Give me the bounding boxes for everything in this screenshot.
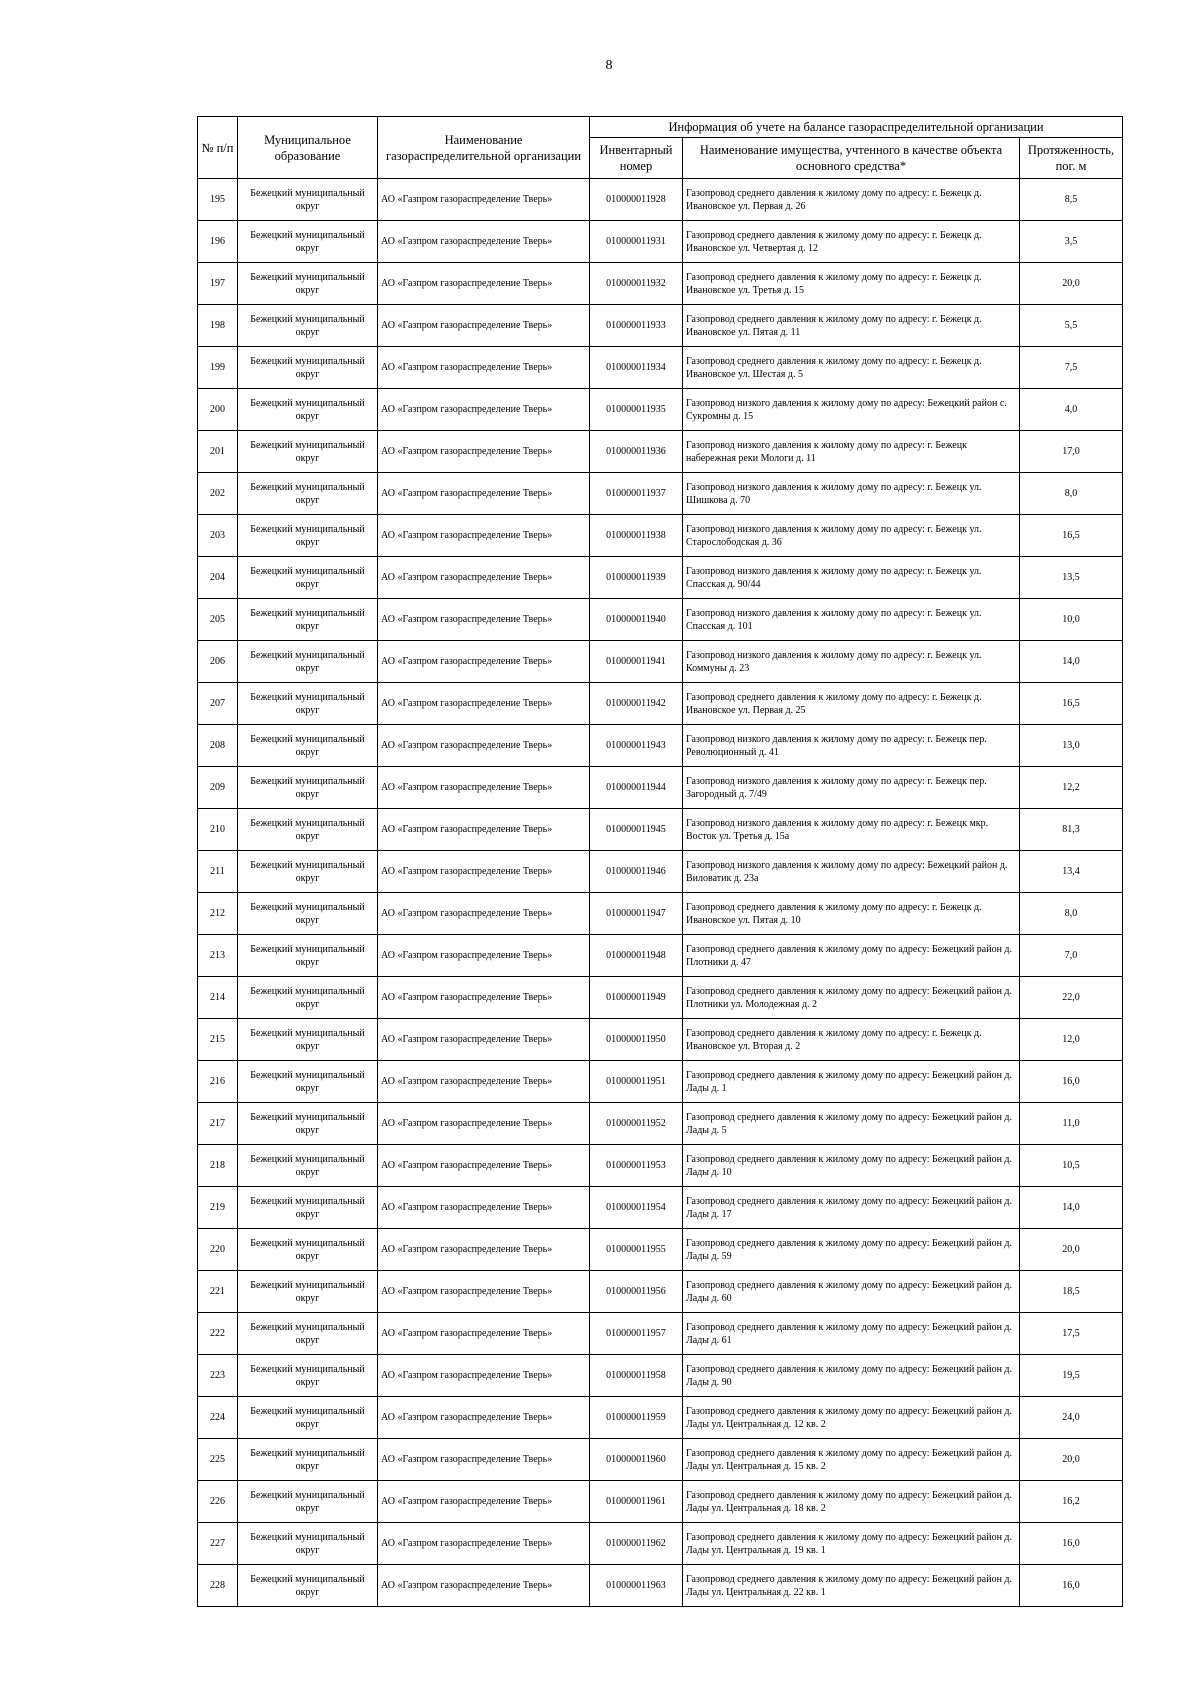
header-inventory: Инвентарный номер (590, 138, 683, 179)
organization-cell: АО «Газпром газораспределение Тверь» (378, 809, 590, 851)
municipality-cell: Бежецкий муниципальный округ (238, 977, 378, 1019)
inventory-number-cell: 010000011961 (590, 1481, 683, 1523)
length-cell: 8,0 (1020, 473, 1123, 515)
length-cell: 17,0 (1020, 431, 1123, 473)
organization-cell: АО «Газпром газораспределение Тверь» (378, 1103, 590, 1145)
asset-name-cell: Газопровод среднего давления к жилому дому по адресу: г. Бежецк д. Ивановское ул. Третья д. 15 (683, 263, 1020, 305)
inventory-number-cell: 010000011954 (590, 1187, 683, 1229)
table-row (198, 893, 1123, 935)
municipality-cell: Бежецкий муниципальный округ (238, 389, 378, 431)
organization-cell: АО «Газпром газораспределение Тверь» (378, 1187, 590, 1229)
organization-cell: АО «Газпром газораспределение Тверь» (378, 473, 590, 515)
table-header (198, 117, 1123, 179)
municipality-cell: Бежецкий муниципальный округ (238, 263, 378, 305)
organization-cell: АО «Газпром газораспределение Тверь» (378, 725, 590, 767)
municipality-cell: Бежецкий муниципальный округ (238, 725, 378, 767)
municipality-cell: Бежецкий муниципальный округ (238, 179, 378, 221)
length-cell: 81,3 (1020, 809, 1123, 851)
organization-cell: АО «Газпром газораспределение Тверь» (378, 935, 590, 977)
length-cell: 12,2 (1020, 767, 1123, 809)
organization-cell: АО «Газпром газораспределение Тверь» (378, 263, 590, 305)
row-number: 201 (198, 431, 238, 473)
organization-cell: АО «Газпром газораспределение Тверь» (378, 1229, 590, 1271)
inventory-number-cell: 010000011943 (590, 725, 683, 767)
length-cell: 4,0 (1020, 389, 1123, 431)
organization-cell: АО «Газпром газораспределение Тверь» (378, 1397, 590, 1439)
organization-cell: АО «Газпром газораспределение Тверь» (378, 1061, 590, 1103)
length-cell: 17,5 (1020, 1313, 1123, 1355)
row-number: 221 (198, 1271, 238, 1313)
asset-name-cell: Газопровод низкого давления к жилому дому по адресу: г. Бежецк ул. Старослободская д. 36 (683, 515, 1020, 557)
table-row (198, 221, 1123, 263)
length-cell: 8,0 (1020, 893, 1123, 935)
inventory-number-cell: 010000011949 (590, 977, 683, 1019)
inventory-number-cell: 010000011934 (590, 347, 683, 389)
inventory-number-cell: 010000011956 (590, 1271, 683, 1313)
asset-name-cell: Газопровод низкого давления к жилому дому по адресу: г. Бежецк мкр. Восток ул. Третья д. 15а (683, 809, 1020, 851)
organization-cell: АО «Газпром газораспределение Тверь» (378, 977, 590, 1019)
header-balance-info: Информация об учете на балансе газораспределительной организации (590, 117, 1123, 138)
inventory-number-cell: 010000011936 (590, 431, 683, 473)
organization-cell: АО «Газпром газораспределение Тверь» (378, 515, 590, 557)
row-number: 222 (198, 1313, 238, 1355)
organization-cell: АО «Газпром газораспределение Тверь» (378, 1355, 590, 1397)
asset-name-cell: Газопровод среднего давления к жилому дому по адресу: Бежецкий район д. Лады ул. Центральная д. 22 кв. 1 (683, 1565, 1020, 1607)
organization-cell: АО «Газпром газораспределение Тверь» (378, 599, 590, 641)
table-body (198, 179, 1123, 1607)
row-number: 224 (198, 1397, 238, 1439)
length-cell: 22,0 (1020, 977, 1123, 1019)
inventory-number-cell: 010000011935 (590, 389, 683, 431)
organization-cell: АО «Газпром газораспределение Тверь» (378, 1271, 590, 1313)
asset-name-cell: Газопровод низкого давления к жилому дому по адресу: г. Бежецк ул. Спасская д. 101 (683, 599, 1020, 641)
inventory-number-cell: 010000011959 (590, 1397, 683, 1439)
municipality-cell: Бежецкий муниципальный округ (238, 1271, 378, 1313)
table-row (198, 263, 1123, 305)
inventory-number-cell: 010000011950 (590, 1019, 683, 1061)
length-cell: 7,0 (1020, 935, 1123, 977)
length-cell: 19,5 (1020, 1355, 1123, 1397)
length-cell: 16,0 (1020, 1061, 1123, 1103)
inventory-number-cell: 010000011937 (590, 473, 683, 515)
organization-cell: АО «Газпром газораспределение Тверь» (378, 431, 590, 473)
header-number: № п/п (198, 117, 238, 179)
municipality-cell: Бежецкий муниципальный округ (238, 851, 378, 893)
inventory-number-cell: 010000011960 (590, 1439, 683, 1481)
table-row (198, 557, 1123, 599)
length-cell: 18,5 (1020, 1271, 1123, 1313)
inventory-number-cell: 010000011962 (590, 1523, 683, 1565)
length-cell: 8,5 (1020, 179, 1123, 221)
organization-cell: АО «Газпром газораспределение Тверь» (378, 1313, 590, 1355)
row-number: 227 (198, 1523, 238, 1565)
length-cell: 20,0 (1020, 1439, 1123, 1481)
table-row (198, 1355, 1123, 1397)
inventory-number-cell: 010000011944 (590, 767, 683, 809)
organization-cell: АО «Газпром газораспределение Тверь» (378, 1019, 590, 1061)
table-row (198, 389, 1123, 431)
row-number: 216 (198, 1061, 238, 1103)
header-length: Протяженность, пог. м (1020, 138, 1123, 179)
asset-name-cell: Газопровод среднего давления к жилому дому по адресу: г. Бежецк д. Ивановское ул. Пятая д. 10 (683, 893, 1020, 935)
inventory-number-cell: 010000011933 (590, 305, 683, 347)
table-row (198, 1313, 1123, 1355)
inventory-number-cell: 010000011932 (590, 263, 683, 305)
asset-name-cell: Газопровод среднего давления к жилому дому по адресу: Бежецкий район д. Лады д. 59 (683, 1229, 1020, 1271)
inventory-number-cell: 010000011940 (590, 599, 683, 641)
municipality-cell: Бежецкий муниципальный округ (238, 935, 378, 977)
table-row (198, 809, 1123, 851)
row-number: 228 (198, 1565, 238, 1607)
asset-name-cell: Газопровод среднего давления к жилому дому по адресу: Бежецкий район д. Лады д. 17 (683, 1187, 1020, 1229)
row-number: 197 (198, 263, 238, 305)
table-row (198, 1523, 1123, 1565)
asset-name-cell: Газопровод среднего давления к жилому дому по адресу: г. Бежецк д. Ивановское ул. Четвертая д. 12 (683, 221, 1020, 263)
row-number: 226 (198, 1481, 238, 1523)
asset-table (197, 116, 1123, 1607)
inventory-number-cell: 010000011947 (590, 893, 683, 935)
organization-cell: АО «Газпром газораспределение Тверь» (378, 683, 590, 725)
asset-name-cell: Газопровод низкого давления к жилому дому по адресу: г. Бежецк ул. Спасская д. 90/44 (683, 557, 1020, 599)
municipality-cell: Бежецкий муниципальный округ (238, 473, 378, 515)
asset-name-cell: Газопровод низкого давления к жилому дому по адресу: г. Бежецк пер. Загородный д. 7/49 (683, 767, 1020, 809)
asset-name-cell: Газопровод среднего давления к жилому дому по адресу: Бежецкий район д. Лады ул. Центральная д. 15 кв. 2 (683, 1439, 1020, 1481)
row-number: 217 (198, 1103, 238, 1145)
inventory-number-cell: 010000011952 (590, 1103, 683, 1145)
page-number: 8 (605, 58, 613, 73)
row-number: 211 (198, 851, 238, 893)
table-row (198, 431, 1123, 473)
inventory-number-cell: 010000011942 (590, 683, 683, 725)
asset-name-cell: Газопровод среднего давления к жилому дому по адресу: Бежецкий район д. Лады д. 1 (683, 1061, 1020, 1103)
table-row (198, 515, 1123, 557)
table-row (198, 767, 1123, 809)
row-number: 213 (198, 935, 238, 977)
organization-cell: АО «Газпром газораспределение Тверь» (378, 767, 590, 809)
municipality-cell: Бежецкий муниципальный округ (238, 1565, 378, 1607)
length-cell: 13,0 (1020, 725, 1123, 767)
length-cell: 13,4 (1020, 851, 1123, 893)
inventory-number-cell: 010000011946 (590, 851, 683, 893)
table-row (198, 1439, 1123, 1481)
municipality-cell: Бежецкий муниципальный округ (238, 515, 378, 557)
length-cell: 12,0 (1020, 1019, 1123, 1061)
table-row (198, 1565, 1123, 1607)
row-number: 223 (198, 1355, 238, 1397)
inventory-number-cell: 010000011951 (590, 1061, 683, 1103)
table-row (198, 1145, 1123, 1187)
municipality-cell: Бежецкий муниципальный округ (238, 431, 378, 473)
row-number: 200 (198, 389, 238, 431)
asset-name-cell: Газопровод среднего давления к жилому дому по адресу: Бежецкий район д. Лады д. 61 (683, 1313, 1020, 1355)
organization-cell: АО «Газпром газораспределение Тверь» (378, 557, 590, 599)
inventory-number-cell: 010000011939 (590, 557, 683, 599)
organization-cell: АО «Газпром газораспределение Тверь» (378, 1481, 590, 1523)
municipality-cell: Бежецкий муниципальный округ (238, 305, 378, 347)
length-cell: 14,0 (1020, 641, 1123, 683)
row-number: 214 (198, 977, 238, 1019)
row-number: 212 (198, 893, 238, 935)
municipality-cell: Бежецкий муниципальный округ (238, 1313, 378, 1355)
table-row (198, 1271, 1123, 1313)
asset-name-cell: Газопровод низкого давления к жилому дому по адресу: г. Бежецк пер. Революционный д. 41 (683, 725, 1020, 767)
row-number: 195 (198, 179, 238, 221)
municipality-cell: Бежецкий муниципальный округ (238, 641, 378, 683)
table-row (198, 641, 1123, 683)
length-cell: 3,5 (1020, 221, 1123, 263)
table-row (198, 1103, 1123, 1145)
inventory-number-cell: 010000011938 (590, 515, 683, 557)
organization-cell: АО «Газпром газораспределение Тверь» (378, 1523, 590, 1565)
length-cell: 11,0 (1020, 1103, 1123, 1145)
municipality-cell: Бежецкий муниципальный округ (238, 1187, 378, 1229)
row-number: 202 (198, 473, 238, 515)
table-row (198, 1481, 1123, 1523)
table-row (198, 179, 1123, 221)
length-cell: 10,0 (1020, 599, 1123, 641)
asset-name-cell: Газопровод среднего давления к жилому дому по адресу: г. Бежецк д. Ивановское ул. Пятая д. 11 (683, 305, 1020, 347)
header-asset-name: Наименование имущества, учтенного в качестве объекта основного средства* (683, 138, 1020, 179)
asset-name-cell: Газопровод среднего давления к жилому дому по адресу: г. Бежецк д. Ивановское ул. Первая д. 26 (683, 179, 1020, 221)
table-row (198, 1187, 1123, 1229)
table-row (198, 347, 1123, 389)
organization-cell: АО «Газпром газораспределение Тверь» (378, 1439, 590, 1481)
row-number: 208 (198, 725, 238, 767)
row-number: 206 (198, 641, 238, 683)
inventory-number-cell: 010000011957 (590, 1313, 683, 1355)
municipality-cell: Бежецкий муниципальный округ (238, 1397, 378, 1439)
length-cell: 5,5 (1020, 305, 1123, 347)
table-row (198, 1061, 1123, 1103)
table-row (198, 473, 1123, 515)
asset-name-cell: Газопровод низкого давления к жилому дому по адресу: г. Бежецк ул. Шишкова д. 70 (683, 473, 1020, 515)
length-cell: 13,5 (1020, 557, 1123, 599)
header-municipality: Муниципальное образование (238, 117, 378, 179)
length-cell: 24,0 (1020, 1397, 1123, 1439)
organization-cell: АО «Газпром газораспределение Тверь» (378, 179, 590, 221)
inventory-number-cell: 010000011945 (590, 809, 683, 851)
municipality-cell: Бежецкий муниципальный округ (238, 1439, 378, 1481)
length-cell: 16,2 (1020, 1481, 1123, 1523)
asset-name-cell: Газопровод среднего давления к жилому дому по адресу: Бежецкий район д. Лады д. 10 (683, 1145, 1020, 1187)
asset-name-cell: Газопровод среднего давления к жилому дому по адресу: Бежецкий район д. Лады д. 5 (683, 1103, 1020, 1145)
municipality-cell: Бежецкий муниципальный округ (238, 809, 378, 851)
organization-cell: АО «Газпром газораспределение Тверь» (378, 1565, 590, 1607)
asset-name-cell: Газопровод среднего давления к жилому дому по адресу: Бежецкий район д. Лады д. 60 (683, 1271, 1020, 1313)
inventory-number-cell: 010000011955 (590, 1229, 683, 1271)
row-number: 199 (198, 347, 238, 389)
inventory-number-cell: 010000011948 (590, 935, 683, 977)
municipality-cell: Бежецкий муниципальный округ (238, 347, 378, 389)
table-row (198, 935, 1123, 977)
municipality-cell: Бежецкий муниципальный округ (238, 893, 378, 935)
row-number: 218 (198, 1145, 238, 1187)
length-cell: 7,5 (1020, 347, 1123, 389)
asset-name-cell: Газопровод низкого давления к жилому дому по адресу: Бежецкий район с. Сукромны д. 15 (683, 389, 1020, 431)
row-number: 220 (198, 1229, 238, 1271)
asset-name-cell: Газопровод среднего давления к жилому дому по адресу: Бежецкий район д. Лады ул. Центральная д. 18 кв. 2 (683, 1481, 1020, 1523)
table-row (198, 1019, 1123, 1061)
table-row (198, 725, 1123, 767)
asset-name-cell: Газопровод среднего давления к жилому дому по адресу: Бежецкий район д. Лады ул. Центральная д. 12 кв. 2 (683, 1397, 1020, 1439)
organization-cell: АО «Газпром газораспределение Тверь» (378, 221, 590, 263)
length-cell: 16,5 (1020, 683, 1123, 725)
row-number: 204 (198, 557, 238, 599)
row-number: 215 (198, 1019, 238, 1061)
organization-cell: АО «Газпром газораспределение Тверь» (378, 1145, 590, 1187)
organization-cell: АО «Газпром газораспределение Тверь» (378, 347, 590, 389)
municipality-cell: Бежецкий муниципальный округ (238, 1103, 378, 1145)
municipality-cell: Бежецкий муниципальный округ (238, 599, 378, 641)
row-number: 219 (198, 1187, 238, 1229)
length-cell: 20,0 (1020, 263, 1123, 305)
table-row (198, 683, 1123, 725)
header-organization: Наименование газораспределительной организации (378, 117, 590, 179)
table-row (198, 305, 1123, 347)
municipality-cell: Бежецкий муниципальный округ (238, 767, 378, 809)
organization-cell: АО «Газпром газораспределение Тверь» (378, 641, 590, 683)
row-number: 209 (198, 767, 238, 809)
municipality-cell: Бежецкий муниципальный округ (238, 1355, 378, 1397)
row-number: 203 (198, 515, 238, 557)
length-cell: 20,0 (1020, 1229, 1123, 1271)
asset-name-cell: Газопровод среднего давления к жилому дому по адресу: Бежецкий район д. Плотники д. 47 (683, 935, 1020, 977)
inventory-number-cell: 010000011928 (590, 179, 683, 221)
length-cell: 10,5 (1020, 1145, 1123, 1187)
municipality-cell: Бежецкий муниципальный округ (238, 1145, 378, 1187)
organization-cell: АО «Газпром газораспределение Тверь» (378, 305, 590, 347)
asset-name-cell: Газопровод низкого давления к жилому дому по адресу: Бежецкий район д. Виловатик д. 23а (683, 851, 1020, 893)
municipality-cell: Бежецкий муниципальный округ (238, 557, 378, 599)
organization-cell: АО «Газпром газораспределение Тверь» (378, 893, 590, 935)
inventory-number-cell: 010000011963 (590, 1565, 683, 1607)
asset-name-cell: Газопровод среднего давления к жилому дому по адресу: г. Бежецк д. Ивановское ул. Первая д. 25 (683, 683, 1020, 725)
table-row (198, 1397, 1123, 1439)
table-row (198, 599, 1123, 641)
row-number: 210 (198, 809, 238, 851)
municipality-cell: Бежецкий муниципальный округ (238, 1229, 378, 1271)
inventory-number-cell: 010000011958 (590, 1355, 683, 1397)
table-row (198, 1229, 1123, 1271)
asset-name-cell: Газопровод среднего давления к жилому дому по адресу: Бежецкий район д. Плотники ул. Молодежная д. 2 (683, 977, 1020, 1019)
organization-cell: АО «Газпром газораспределение Тверь» (378, 389, 590, 431)
row-number: 207 (198, 683, 238, 725)
municipality-cell: Бежецкий муниципальный округ (238, 1523, 378, 1565)
asset-name-cell: Газопровод среднего давления к жилому дому по адресу: Бежецкий район д. Лады ул. Центральная д. 19 кв. 1 (683, 1523, 1020, 1565)
organization-cell: АО «Газпром газораспределение Тверь» (378, 851, 590, 893)
length-cell: 14,0 (1020, 1187, 1123, 1229)
municipality-cell: Бежецкий муниципальный округ (238, 683, 378, 725)
municipality-cell: Бежецкий муниципальный округ (238, 1061, 378, 1103)
asset-name-cell: Газопровод низкого давления к жилому дому по адресу: г. Бежецк ул. Коммуны д. 23 (683, 641, 1020, 683)
municipality-cell: Бежецкий муниципальный округ (238, 1019, 378, 1061)
table-row (198, 977, 1123, 1019)
row-number: 225 (198, 1439, 238, 1481)
asset-name-cell: Газопровод среднего давления к жилому дому по адресу: Бежецкий район д. Лады д. 90 (683, 1355, 1020, 1397)
length-cell: 16,5 (1020, 515, 1123, 557)
row-number: 196 (198, 221, 238, 263)
row-number: 205 (198, 599, 238, 641)
inventory-number-cell: 010000011953 (590, 1145, 683, 1187)
asset-name-cell: Газопровод низкого давления к жилому дому по адресу: г. Бежецк набережная реки Мологи д. 11 (683, 431, 1020, 473)
inventory-number-cell: 010000011931 (590, 221, 683, 263)
asset-name-cell: Газопровод среднего давления к жилому дому по адресу: г. Бежецк д. Ивановское ул. Шестая д. 5 (683, 347, 1020, 389)
table-row (198, 851, 1123, 893)
asset-name-cell: Газопровод среднего давления к жилому дому по адресу: г. Бежецк д. Ивановское ул. Вторая д. 2 (683, 1019, 1020, 1061)
length-cell: 16,0 (1020, 1523, 1123, 1565)
inventory-number-cell: 010000011941 (590, 641, 683, 683)
length-cell: 16,0 (1020, 1565, 1123, 1607)
row-number: 198 (198, 305, 238, 347)
municipality-cell: Бежецкий муниципальный округ (238, 1481, 378, 1523)
municipality-cell: Бежецкий муниципальный округ (238, 221, 378, 263)
